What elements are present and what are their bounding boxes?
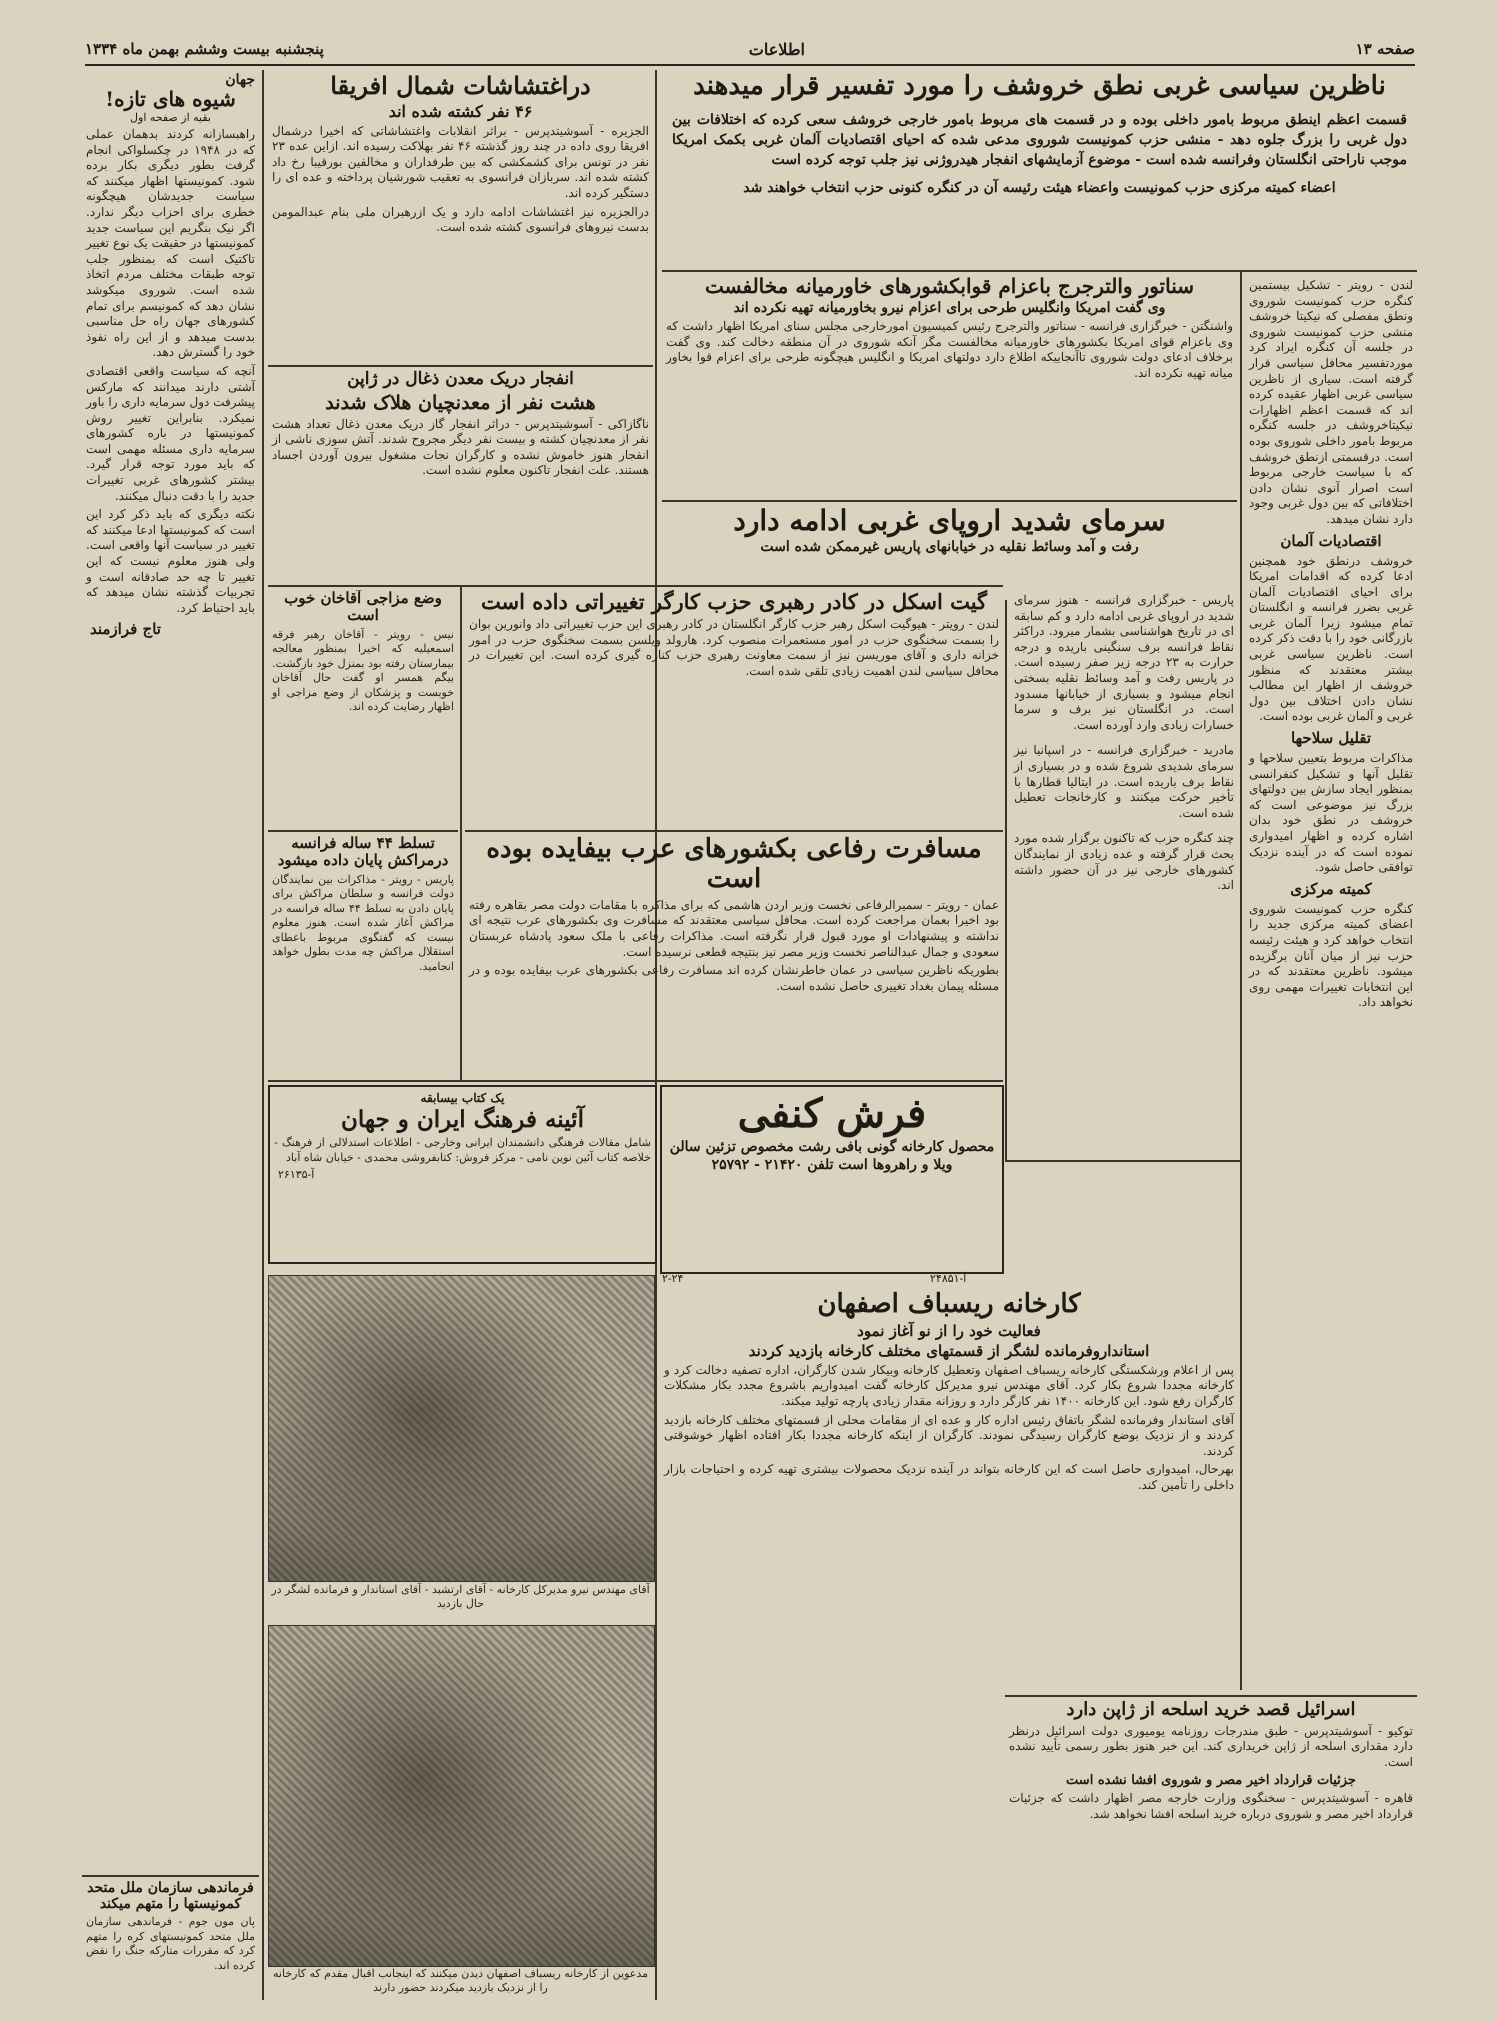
column-rule — [1240, 270, 1242, 1690]
un-story — [82, 1880, 259, 2010]
factory-photo-1 — [268, 1275, 655, 1582]
factory-photo-1-caption: آقای مهندس نیرو مدیرکل کارخانه - آقای ارتشبد - آقای استاندار و فرمانده لشگر در حال بازدید — [271, 1583, 650, 1610]
main-story-column — [1245, 275, 1417, 1695]
rug-ad-line1: محصول کارخانه گونی بافی رشت مخصوص تزئین سالن — [669, 1139, 995, 1155]
book-ad — [268, 1085, 657, 1264]
book-ad-kicker: یک کتاب بیسابقه — [420, 1091, 505, 1105]
senator-body: واشنگتن - خبرگزاری فرانسه - سناتور والترجرج رئیس کمیسیون امورخارجی مجلس سنای امریکا اظهار داشت که وی باعزام قوای امریکا بکشورهای خاورمیانه مخالفست مگر آنکه شوروی در آن منطقه دخالت کند. وی گفت برخلاف ادعای دولت شوروی تاآنجاییکه اطلاع دارد دولتهای امریکا و انگلیس هیچگونه طرحی برای اعزام قوا بخاور میانه تهیه نکرده اند. — [666, 319, 1233, 380]
cold-body-2: مادرید - خبرگزاری فرانسه - در اسپانیا نیز سرمای شدیدی شروع شده و در بسیاری از نقاط برف باریده است. در ایتالیا قطارها با تأخیر حرکت میکنند و کارخانجات تعطیل شده است. — [1014, 743, 1234, 820]
main-subhead: اقتصادیات آلمان — [1280, 531, 1382, 550]
cold-subhead: رفت و آمد وسائط نقلیه در خیابانهای پاریس غیرممکن شده است — [760, 539, 1139, 556]
japan-mine-subhead: هشت نفر از معدنچیان هلاک شدند — [325, 391, 596, 414]
isfahan-body: پس از اعلام ورشکستگی کارخانه ریسباف اصفهان وتعطیل کارخانه وبیکار شدن کارگران، اداره تصفیه دخالت کرد و کارخانه مجددا شروع بکار کرد. آقای مهندس نیرو مدیرکل کارخانه گفت امیدواریم باشروع مجدد بکار مشکلات کارگران رفع شود. این کارخانه ۱۴۰۰ نفر کارگر دارد و روزانه مقدار زیادی پارچه تولید میکند. — [664, 1362, 1234, 1409]
aga-khan-body: نیس - رویتر - آقاخان رهبر فرقه اسمعیلیه که اخیرا بمنظور معالجه بیمارستان رفته بود بمنزل خود بازگشت. بیگم همسر او گفت حال آقاخان خوبست و پزشکان از وضع مزاجی او اظهار رضایت کرده اند. — [272, 627, 454, 713]
page-number: صفحه ۱۳ — [1355, 40, 1415, 58]
senator-story — [662, 275, 1237, 495]
rule — [268, 365, 653, 367]
gaitskell-headline: گیت اسکل در کادر رهبری حزب کارگر تغییراتی داده است — [480, 590, 988, 614]
algeria-story — [268, 72, 653, 362]
morocco-body: پاریس - رویتر - مذاکرات بین نمایندگان دولت فرانسه و سلطان مراکش برای پایان دادن به تسلط ۴۴ ساله فرانسه در مراکش آغاز شده است. هنوز معلوم نیست که گفتگوی مربوط باعطای استقلال مراکش چه مدت بطول خواهد انجامید. — [272, 872, 454, 973]
morocco-headline: تسلط ۴۴ ساله فرانسه درمراکش پایان داده میشود — [277, 835, 449, 870]
rule — [1005, 1695, 1417, 1697]
rule — [1005, 1160, 1240, 1162]
sidebar-body-2: آنچه که سیاست واقعی اقتصادی آشتی دارند میدانند که مارکس پیشرفت دول سرمایه داری را باور نمیکرد. بنابراین تغییر روش کمونیستها در باره کشورهای سرمایه داری مسئله مهمی است که باید مورد توجه قرار گیرد. بیشتر کشورهای غربی تغییرات جدید را با دقت دنبال میکنند. — [86, 363, 255, 503]
main-lead: قسمت اعظم اینطق مربوط بامور داخلی بوده و در قسمت های مربوط بامور خارجی خروشف سعی کرده که اختلافات بین دول غربی را بزرگ جلوه دهد - منشی حزب کمونیست شوروی مدعی شده که احیای اقتصادیات آلمان غربی بکمک امریکا موجب ناراحتی انگلستان وفرانسه شده است - موضوع آزمایشهای انفجار هیدروژنی نیز جلب توجه کرده است — [672, 111, 1407, 168]
cold-headline: سرمای شدید اروپای غربی ادامه دارد — [733, 505, 1166, 537]
gaitskell-body: لندن - رویتر - هیوگیت اسکل رهبر حزب کارگر انگلستان در کادر رهبری این حزب تغییراتی داد وانورین بوان را بسمت سخنگوی حزب در امور مستعمرات منصوب کرد. هارولد ویلسن بسمت سخنگوی حزب در امور خزانه داری و آقای موریسن نیز از سمت معاونت رهبری حزب کناره گیری کرده است. این تغییرات در محافل سیاسی لندن اهمیت زیادی تلقی شده است. — [469, 617, 999, 678]
factory-photo-2-caption: مدعوین از کارخانه ریسباف اصفهان دیدن میکنند که اینجانب اقبال مقدم که کارخانه را از نزدیک بازدید میکردند حضور دارند — [273, 1967, 648, 1994]
world-sidebar — [82, 72, 259, 1872]
arab-headline: مسافرت رفاعی بکشورهای عرب بیفایده بوده است — [486, 835, 982, 894]
rug-ad-code-left: ۲-۲۴ — [662, 1272, 684, 1285]
main-story-head — [662, 72, 1417, 272]
book-ad-body: شامل مقالات فرهنگی دانشمندان ایرانی وخارجی - اطلاعات استدلالی از فرهنگ - خلاصه کتاب آئین نوین نامی - مرکز فروش: کتابفروشی محمدی - خیابان شاه آباد — [274, 1136, 651, 1164]
japan-mine-headline: انفجار دریک معدن ذغال در ژاپن — [347, 370, 574, 389]
main-kicker: اعضاء کمیته مرکزی حزب کمونیست واعضاء هیئت رئیسه آن در کنگره کنونی حزب انتخاب خواهند شد — [743, 179, 1336, 196]
factory-photo-2 — [268, 1625, 655, 1967]
un-headline: فرماندهی سازمان ملل متحد کمونیستها را متهم میکند — [87, 1880, 254, 1913]
cold-story-head — [662, 505, 1237, 585]
main-subhead-2: تقلیل سلاحها — [1290, 729, 1372, 748]
book-ad-title: آئینه فرهنگ ایران و جهان — [341, 1106, 584, 1133]
rule — [268, 585, 1003, 587]
paper-name: اطلاعات — [748, 40, 805, 59]
sidebar-title: شیوه های تازه! — [105, 87, 236, 111]
israel-story — [1005, 1700, 1417, 2010]
sidebar-body: راهبسازانه کردند بدهمان عملی که در ۱۹۴۸ در چکسلواکی انجام گرفت بطور دیگری بکار برده شود. کمونیستها اظهار میکنند که سیاست جدیدشان هیچگونه خطری برای احزاب دیگر ندارد. اگر نیک بنگریم این سیاست جدید کمونیستها در حقیقت یک نوع تغییر تاکتیک است که بمنظور جلب توجه طبقات مختلف مردم اتخاذ شده است. شوروی میکوشد نشان دهد که کمونیسم برای تمام کشورهای جهان راه حل مناسبی بدست میدهد و از این راه نفوذ خود را گسترش دهد. — [86, 127, 255, 360]
main-subhead-3: کمیته مرکزی — [1290, 879, 1372, 898]
senator-subhead: وی گفت امریکا وانگلیس طرحی برای اعزام نیرو بخاورمیانه تهیه نکرده اند — [733, 300, 1166, 316]
arab-body: عمان - رویتر - سمیرالرفاعی نخست وزیر اردن هاشمی که برای مذاکره با مقامات دولت مصر بقاهره رفته بود اخیرا بعمان مراجعت کرده است. محافل سیاسی معتقدند که مسافرت وی بکشورهای عرب نتیجه ای نداشته و پیشنهادات او مورد قبول قرار نگرفته است. مذاکرات رفاعی با ملک سعود پادشاه عربستان سعودی و جمال عبدالناصر نخست وزیر مصر نیز بنتیجه قطعی نرسیده است. — [469, 897, 999, 959]
rug-ad-code-right: آ-۲۴۸۵۱ — [930, 1272, 967, 1285]
un-body: پان مون جوم - فرماندهی سازمان ملل متحد کمونیستهای کره را متهم کرد که مقررات متارکه جنگ را نقض کرده اند. — [86, 1915, 255, 1972]
algeria-body-2: درالجزیره نیز اغتشاشات ادامه دارد و یک ازرهبران ملی بنام عبدالمومن بدست نیروهای فرانسوی کشته شده است. — [272, 204, 649, 235]
isfahan-kicker: استانداروفرمانده لشگر از قسمتهای مختلف کارخانه بازدید کردند — [748, 1341, 1150, 1360]
morocco-story — [268, 835, 458, 1075]
issue-date: پنجشنبه بیست وششم بهمن ماه ۱۳۳۴ — [85, 40, 324, 58]
cold-body-3: چند کنگره حزب که تاکنون برگزار شده مورد بحث قرار گرفته و عده زیادی از نمایندگان کشورهای خارجی نیز در آن حضور داشته اند. — [1014, 831, 1234, 893]
column-rule — [262, 70, 264, 2000]
gaitskell-story — [465, 590, 1003, 825]
israel-headline: اسرائیل قصد خرید اسلحه از ژاپن دارد — [1066, 1700, 1356, 1720]
book-ad-code: آ-۲۶۱۳۵ — [278, 1168, 315, 1182]
cold-body: پاریس - خبرگزاری فرانسه - هنوز سرمای شدید در اروپای غربی ادامه دارد و کم سابقه ای در تاریخ هواشناسی بشمار میرود. دراکثر نقاط فرانسه برف سنگینی باریده و درجه حرارت به ۲۳ درجه زیر صفر رسیده است. در پاریس رفت و آمد وسائط نقلیه بسختی انجام میشود و بسیاری از خیابانها مسدود است. در انگلستان نیز برف و سرما خسارات زیادی وارد آورده است. — [1014, 593, 1234, 732]
isfahan-subhead: فعالیت خود را از نو آغاز نمود — [857, 1321, 1041, 1340]
algeria-headline: دراغتشاشات شمال افریقا — [330, 72, 591, 100]
page-header — [85, 38, 1415, 66]
rule — [82, 1875, 259, 1877]
senator-headline: سناتور والترجرج باعزام قوابکشورهای خاورمیانه مخالفست — [704, 275, 1194, 298]
algeria-subhead: ۴۶ نفر کشته شده اند — [388, 101, 533, 121]
main-body-3: مذاکرات مربوط بتعیین سلاحها و تقلیل آنها و تشکیل کنفرانسی بمنظور ایجاد سازش بین دولتهای بزرگ نیز موضوعی است که خروشف در نطق خود بدان اشاره کرده و اظهار امیدواری نموده است که در آینده نزدیک توافقی حاصل شود. — [1249, 751, 1413, 875]
rug-ad-line2: ویلا و راهروها است تلفن ۲۱۴۲۰ - ۲۵۷۹۲ — [711, 1157, 953, 1173]
isfahan-body-2: آقای استاندار وفرمانده لشگر باتفاق رئیس اداره کار و عده ای از مقامات محلی از قسمتهای مختلف کارخانه بازدید کردند و از نزدیک بوضع کارگران رسیدگی نمودند. کارگران از اینکه کارخانه مجددا بکار افتاده اظهار خوشوقتی کردند. — [664, 1412, 1234, 1458]
sidebar-section: جهان — [225, 72, 255, 88]
aga-khan-story — [268, 590, 458, 830]
rug-ad — [660, 1085, 1004, 1274]
rule — [662, 500, 1237, 502]
arab-story — [465, 835, 1003, 1075]
rule — [268, 830, 458, 832]
aga-khan-headline: وضع مزاجی آقاخان خوب است — [284, 590, 442, 625]
israel-body-2: قاهره - آسوشیتدپرس - سخنگوی وزارت خارجه مصر اظهار داشت که جزئیات قرارداد اخیر مصر و شوروی درباره خرید اسلحه افشا نخواهد شد. — [1009, 1791, 1413, 1822]
main-body: لندن - رویتر - تشکیل بیستمین کنگره حزب کمونیست شوروی ونطق مفصلی که نیکیتا خروشف منشی حزب کمونیست شوروی در جلسه آن کنگره ایراد کرد موردتفسیر محافل سیاسی قرار گرفته است. سیاری از ناظرین سیاسی غربی اظهار عقیده کرده اند که قسمت اعظم اظهارات نیکیتاخروشف در جلسه کنگره مربوط بامور داخلی شوروی بوده است. درقسمتی ازنطق خروشف که با سیاست خارجی مربوط است اصرار آنوی نشان دادن اختلافاتی که بین دول غربی وجود دارد نشان میدهد. — [1249, 278, 1413, 526]
rule — [662, 270, 1417, 272]
main-body-2: خروشف درنطق خود همچنین ادعا کرده که اقدامات امریکا برای احیای اقتصادیات آلمان غربی بضرر فرانسه و انگلستان تمام میشود زیرا آلمان غربی بازرگانی خود را با دقت ذکر کرده است. ناظرین سیاسی غربی بیشتر معتقدند که منظور خروشف از اظهار این مطالب نشان دادن اختلاف بین دول غربی و آلمان غربی بوده است. — [1249, 553, 1413, 724]
column-rule — [1005, 600, 1007, 1160]
isfahan-body-3: بهرحال، امیدواری حاصل است که این کارخانه بتواند در آینده نزدیک محصولات بیشتری تهیه کرده و احتیاجات بازار داخلی را تأمین کند. — [664, 1462, 1234, 1493]
israel-subhead: جزئیات قرارداد اخیر مصر و شوروی افشا نشده است — [1066, 1773, 1356, 1789]
japan-mine-story — [268, 370, 653, 580]
arab-body-2: بطوریکه ناظرین سیاسی در عمان خاطرنشان کرده اند مسافرت رفاعی بکشورهای عرب بیفایده بوده و در مسئله پیمان بغداد تغییری حاصل نشده است. — [469, 963, 1000, 993]
israel-body: توکیو - آسوشیتدپرس - طبق مندرجات روزنامه یومیوری دولت اسرائیل درنظر دارد مقداری اسلحه از ژاپن خریداری کند. این خبر هنوز بطور رسمی تأیید نشده است. — [1009, 1723, 1413, 1769]
sidebar-byline: تاج فرازمند — [90, 620, 161, 639]
rug-ad-title: فرش کنفی — [737, 1090, 927, 1137]
algeria-body: الجزیره - آسوشیتدپرس - براثر انقلابات واغتشاشاتی که اخیرا درشمال افریقا روی داده در چند روز گذشته ۴۶ نفر بهلاکت رسیده اند. ازاین عده ۲۳ نفر در تونس برای کشمکشی که بین طرفداران و مخالفین بورقیبا رخ داد کشته شده اند. سربازان فرانسوی به تعقیب شورشیان پرداخته و عده ای را دستگیر کرده اند. — [272, 123, 649, 200]
sidebar-body-3: نکته دیگری که باید ذکر کرد این است که کمونیستها ادعا میکنند که تغییر در سیاست آنها واقعی است. ولی هنوز معلوم نیست که این تغییر تا چه حد صادقانه است و تجربیات گذشته نشان میدهد که باید احتیاط کرد. — [86, 507, 255, 615]
cold-story-column — [1010, 590, 1238, 1160]
sidebar-cont: بقیه از صفحه اول — [130, 111, 211, 124]
rule — [268, 1080, 1003, 1082]
main-headline: ناظرین سیاسی غربی نطق خروشف را مورد تفسیر قرار میدهند — [693, 72, 1386, 101]
isfahan-headline: کارخانه ریسباف اصفهان — [817, 1290, 1081, 1319]
rule — [465, 830, 1003, 832]
japan-mine-body: ناگازاکی - آسوشیتدپرس - دراثر انفجار گاز دریک معدن ذغال تعداد هشت نفر از معدنچیان کشته و بیست نفر دیگر مجروح شدند. آتش سوزی ناشی از انفجار هنوز خاموش نشده و کارگران نجات مشغول بیرون آوردن اجساد هستند. علت انفجار تاکنون معلوم نشده است. — [272, 416, 649, 478]
main-body-4: کنگره حزب کمونیست شوروی اعضای کمیته مرکزی جدید را انتخاب خواهد کرد و هیئت رئیسه حزب نیز از میان آنان برگزیده میشود. ناظرین معتقدند که در این انتخابات تغییرات مهمی روی نخواهد داد. — [1249, 901, 1413, 1010]
column-rule — [460, 585, 462, 1080]
